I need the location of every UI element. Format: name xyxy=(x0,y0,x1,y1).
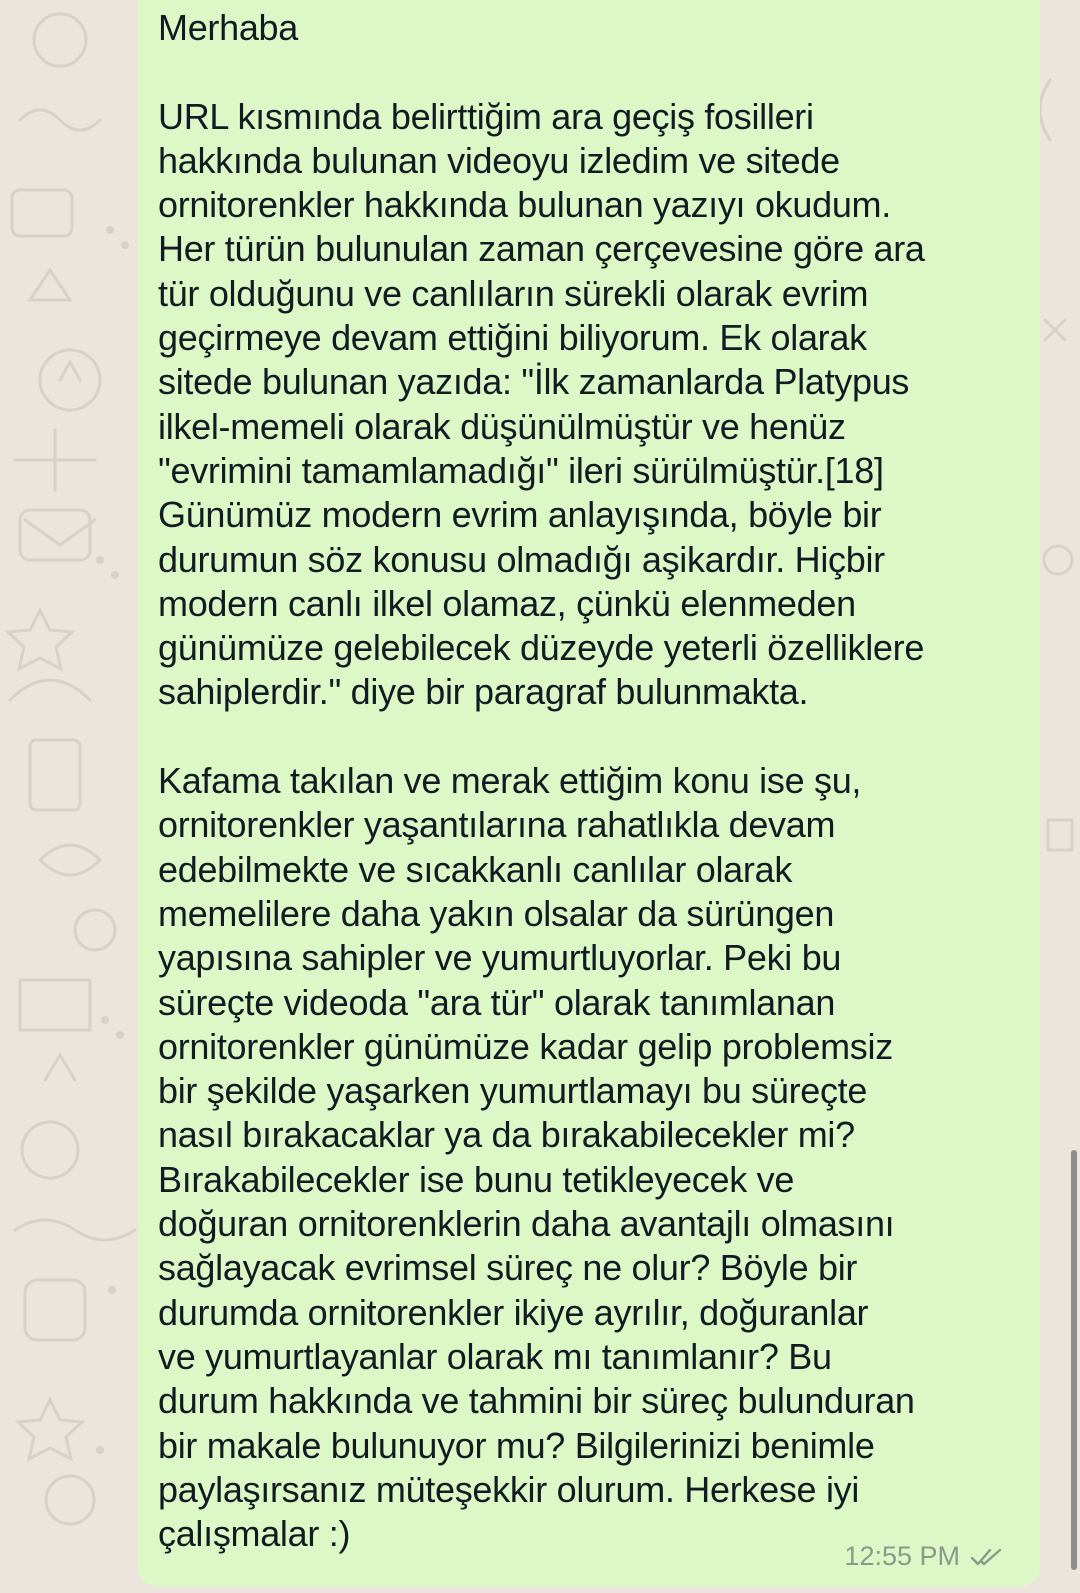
message-time: 12:55 PM xyxy=(844,1541,960,1571)
bubble-tail xyxy=(1020,0,1040,20)
scrollbar-thumb[interactable] xyxy=(1071,1150,1077,1570)
message-meta xyxy=(844,1541,1004,1572)
double-check-icon xyxy=(970,1546,1004,1568)
message-text: Merhaba URL kısmında belirttiğim ara geçiş fosilleri hakkında bulunan videoyu izledim ve sitede ornitorenkler hakkında bulunan yazıyı okudum. Her türün bulunulan zaman çerçevesine göre ara tür olduğunu ve canlıların sürekli olarak evrim geçirmeye devam ettiğini biliyorum. Ek olarak sitede bulunan yazıda: "İlk zamanlarda Platypus ilkel-memeli olarak düşünülmüştür ve henüz "evrimini tamamlamadığı" ileri sürülmüştür.[18] Günümüz modern evrim anlayışında, böyle bir durumun söz konusu olmadığı aşikardır. Hiçbir modern canlı ilkel olamaz, çünkü elenmeden günümüze gelebilecek düzeyde yeterli özelliklere sahiplerdir." diye bir paragraf bulunmakta. Kafama takılan ve merak ettiğim konu ise şu, ornitorenkler yaşantılarına rahatlıkla devam edebilmekte ve sıcakkanlı canlılar olarak memelilere daha yakın olsalar da sürüngen yapısına sahipler ve yumurtluyorlar. Peki bu süreçte videoda "ara tür" olarak tanımlanan ornitorenkler günümüze kadar gelip problemsiz bir şekilde yaşarken yumurtlamayı bu süreçte nasıl bırakacaklar ya da bırakabilecekler mi? Bırakabilecekler ise bunu tetikleyecek ve doğuran ornitorenklerin daha avantajlı olmasını sağlayacak evrimsel süreç ne olur? Böyle bir durumda ornitorenkler ikiye ayrılır, doğuranlar ve yumurtlayanlar olarak mı tanımlanır? Bu durum hakkında ve tahmini bir süreç bulunduran bir makale bulunuyor mu? Bilgilerinizi benimle paylaşırsanız müteşekkir olurum. Herkese iyi çalışmalar :) xyxy=(158,7,925,1555)
message-bubble[interactable] xyxy=(138,0,1040,1586)
